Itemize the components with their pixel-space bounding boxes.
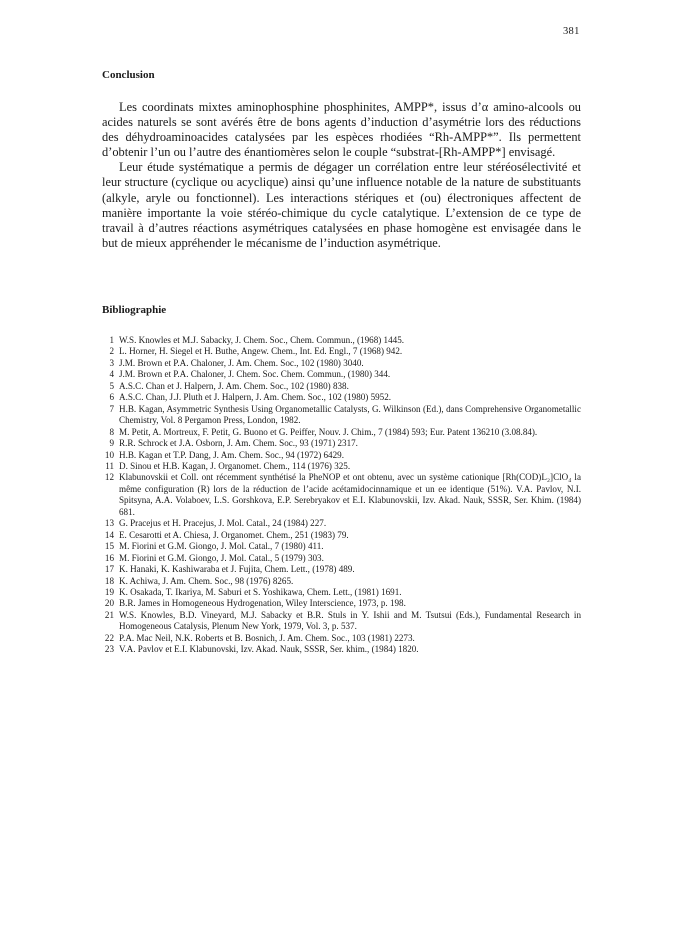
reference-16 [102,553,581,564]
reference-number: 8 [109,426,114,437]
reference-text: A.S.C. Chan et J. Halpern, J. Am. Chem. Soc., 102 (1980) 838. [119,380,349,391]
reference-20 [102,598,581,609]
conclusion-paragraph-2: Leur étude systématique a permis de dégager un corrélation entre leur stéréosélectivité et leur structure (cyclique ou acyclique) ainsi qu’une influence notable de la nature de substituants (alkyle, aryle ou fonctionnel). Les interactions stériques et (ou) électroniques affectent de manière importante la voie stéréo-chimique du cycle catalytique. L’extension de ce type de travail à d’autres réactions asymétriques catalysées en phase homogène est envisagée dans le but de mieux appréhender le mécanisme de l’induction asymétrique. [102,160,581,250]
reference-text: W.S. Knowles et M.J. Sabacky, J. Chem. Soc., Chem. Commun., (1968) 1445. [119,335,405,345]
reference-14 [102,530,581,541]
reference-number: 16 [104,552,114,563]
reference-number: 1 [109,335,114,345]
reference-number: 21 [104,609,114,620]
reference-number: 7 [109,403,114,414]
conclusion-heading: Conclusion [102,69,155,81]
reference-text: J.M. Brown et P.A. Chaloner, J. Am. Chem. Soc., 102 (1980) 3040. [119,357,364,368]
reference-text: Klabunovskii et Coll. ont récemment synthétisé la PheNOP et ont obtenu, avec un système cationique [Rh(COD)L₂]ClO₄ la même configuration (R) lors de la réduction de l’acide acétamidocinnamique et un ee identique (51%). V.A. Pavlov, N.I. Spitsyna, A.A. Volaboev, L.S. Gorshkova, E.P. Serebryakov et E.I. Klabunovskii, Izv. Akad. Nauk, SSSR, Ser. Khim. (1984) 681. [119,472,581,517]
reference-number: 4 [109,369,114,380]
reference-list [102,335,581,656]
bibliographie-heading: Bibliographie [102,304,167,316]
conclusion-body [102,100,581,251]
reference-18 [102,576,581,587]
reference-12 [102,472,581,518]
reference-text: W.S. Knowles, B.D. Vineyard, M.J. Sabacky et B.R. Stuls in Y. Ishii and M. Tsutsui (Eds.), Fundamental Research in Homogeneous Catalysis, Plenum New York, 1979, Vol. 3, p. 537. [119,609,581,632]
reference-number: 20 [104,598,114,609]
reference-22 [102,633,581,644]
reference-text: B.R. James in Homogeneous Hydrogenation, Wiley Interscience, 1973, p. 198. [119,598,406,609]
reference-text: E. Cesarotti et A. Chiesa, J. Organomet. Chem., 251 (1983) 79. [119,529,349,540]
reference-3 [102,358,581,369]
reference-number: 12 [104,472,114,483]
reference-text: V.A. Pavlov et E.I. Klabunovski, Izv. Akad. Nauk, SSSR, Ser. khim., (1984) 1820. [119,644,419,655]
page-number: 381 [563,26,580,37]
reference-6 [102,392,581,403]
reference-number: 5 [109,380,114,391]
reference-15 [102,541,581,552]
reference-number: 19 [104,586,114,597]
reference-text: H.B. Kagan et T.P. Dang, J. Am. Chem. Soc., 94 (1972) 6429. [119,449,344,460]
reference-text: K. Osakada, T. Ikariya, M. Saburi et S. Yoshikawa, Chem. Lett., (1981) 1691. [119,586,402,597]
reference-number: 17 [104,564,114,575]
reference-9 [102,438,581,449]
reference-text: R.R. Schrock et J.A. Osborn, J. Am. Chem. Soc., 93 (1971) 2317. [119,438,358,449]
reference-text: M. Fiorini et G.M. Giongo, J. Mol. Catal., 5 (1979) 303. [119,552,324,563]
reference-number: 22 [104,632,114,643]
reference-text: L. Horner, H. Siegel et H. Buthe, Angew. Chem., Int. Ed. Engl., 7 (1968) 942. [119,346,403,357]
reference-text: J.M. Brown et P.A. Chaloner, J. Chem. Soc. Chem. Commun., (1980) 344. [119,369,391,380]
reference-13 [102,518,581,529]
reference-number: 23 [104,644,114,655]
reference-1 [102,335,581,346]
reference-number: 9 [109,438,114,449]
reference-text: D. Sinou et H.B. Kagan, J. Organomet. Chem., 114 (1976) 325. [119,460,351,471]
reference-text: K. Hanaki, K. Kashiwaraba et J. Fujita, Chem. Lett., (1978) 489. [119,564,355,575]
reference-text: A.S.C. Chan, J.J. Pluth et J. Halpern, J. Am. Chem. Soc., 102 (1980) 5952. [119,392,392,403]
reference-text: G. Pracejus et H. Pracejus, J. Mol. Catal., 24 (1984) 227. [119,518,327,529]
reference-text: M. Fiorini et G.M. Giongo, J. Mol. Catal., 7 (1980) 411. [119,541,324,552]
reference-number: 3 [109,357,114,368]
reference-11 [102,461,581,472]
reference-text: H.B. Kagan, Asymmetric Synthesis Using Organometallic Catalysts, G. Wilkinson (Ed.), dans Comprehensive Organometallic Chemistry, Vol. 8 Pergamon Press, London, 1982. [119,403,581,426]
reference-number: 13 [104,518,114,529]
reference-23 [102,644,581,655]
reference-text: P.A. Mac Neil, N.K. Roberts et B. Bosnich, J. Am. Chem. Soc., 103 (1981) 2273. [119,632,415,643]
reference-17 [102,564,581,575]
reference-text: M. Petit, A. Mortreux, F. Petit, G. Buono et G. Peiffer, Nouv. J. Chim., 7 (1984) 593; Eur. Patent 136210 (3.08.84). [119,426,538,437]
reference-19 [102,587,581,598]
reference-8 [102,427,581,438]
reference-21 [102,610,581,633]
reference-number: 6 [109,392,114,403]
reference-number: 14 [104,529,114,540]
reference-text: K. Achiwa, J. Am. Chem. Soc., 98 (1976) 8265. [119,575,294,586]
reference-number: 11 [105,460,114,471]
reference-7 [102,404,581,427]
reference-5 [102,381,581,392]
reference-4 [102,369,581,380]
reference-number: 2 [109,346,114,357]
conclusion-paragraph-1: Les coordinats mixtes aminophosphine phosphinites, AMPP*, issus d’α amino-alcools ou acides naturels se sont avérés être de bons agents d’induction d’asymétrie lors des réductions des déhydroaminoacides catalysées par les espèces rhodiées “Rh-AMPP*”. Ils permettent d’obtenir l’un ou l’autre des énantiomères selon le couple “substrat-[Rh-AMPP*] envisagé. [102,100,581,160]
reference-number: 10 [104,449,114,460]
reference-10 [102,450,581,461]
reference-2 [102,346,581,357]
reference-number: 18 [104,575,114,586]
reference-number: 15 [104,541,114,552]
